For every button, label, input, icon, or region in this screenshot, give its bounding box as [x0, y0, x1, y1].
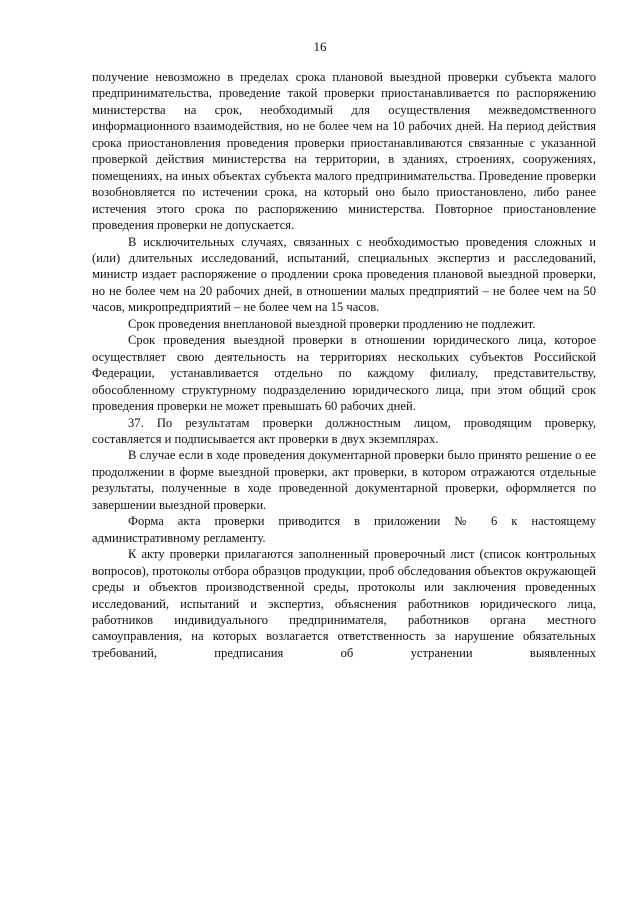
paragraph-extension-exceptional: В исключительных случаях, связанных с необходимостью проведения сложных и (или) длительных исследований, испытаний, специальных экспертиз и расследований, министр издает распоряжение о продлении срока проведения плановой выездной проверки, но не более чем на 20 рабочих дней, в отношении малых предприятий – не более чем на 50 часов, микропредприятий – не более чем на 15 часов.: [92, 234, 596, 315]
paragraph-act-form: Форма акта проверки приводится в приложении № 6 к настоящему административному регламенту.: [92, 514, 596, 545]
paragraph-unscheduled-no-extension: Срок проведения внеплановой выездной проверки продлению не подлежит.: [128, 316, 536, 331]
page-number: 16: [313, 39, 327, 54]
paragraph-item-37: 37. По результатам проверки должностным лицом, проводящим проверку, составляется и подписывается акт проверки в двух экземплярах.: [92, 415, 596, 446]
paragraph-continuation: получение невозможно в пределах срока плановой выездной проверки субъекта малого предпринимательства, проведение такой проверки приостанавливается по распоряжению министерства на срок, необходимый для осуществления межведомственного информационного взаимодействия, но не более чем на 10 рабочих дней. На период действия срока приостановления проведения проверки приостанавливаются связанные с указанной проверкой действия министерства на территории, в зданиях, строениях, сооружениях, помещениях, на иных объектах субъекта малого предпринимательства. Проведение проверки возобновляется по истечении срока, на который оно было приостановлено, либо ранее истечения этого срока по распоряжению министерства. Повторное приостановление проведения проверки не допускается.: [92, 70, 596, 233]
paragraph-multi-region-term: Срок проведения выездной проверки в отношении юридического лица, которое осуществляет свою деятельность на территориях нескольких субъектов Российской Федерации, устанавливается отдельно по каждому филиалу, представительству, обособленному структурному подразделению юридического лица, при этом общий срок проведения проверки не может превышать 60 рабочих дней.: [92, 333, 596, 414]
document-body: [92, 69, 596, 661]
paragraph-documentary-to-onsite: В случае если в ходе проведения документарной проверки было принято решение о ее продолжении в форме выездной проверки, акт проверки, в котором отражаются отдельные результаты, полученные в ходе проведенной документарной проверки, оформляется по завершении выездной проверки.: [92, 448, 596, 512]
paragraph-act-attachments: К акту проверки прилагаются заполненный проверочный лист (список контрольных вопросов), протоколы отбора образцов продукции, проб обследования объектов окружающей среды и объектов производственной среды, протоколы или заключения проведенных исследований, испытаний и экспертиз, объяснения работников юридического лица, работников индивидуального предпринимателя, работников органа местного самоуправления, на которых возлагается ответственность за нарушение обязательных требований, предписания об устранении выявленных: [92, 547, 596, 660]
